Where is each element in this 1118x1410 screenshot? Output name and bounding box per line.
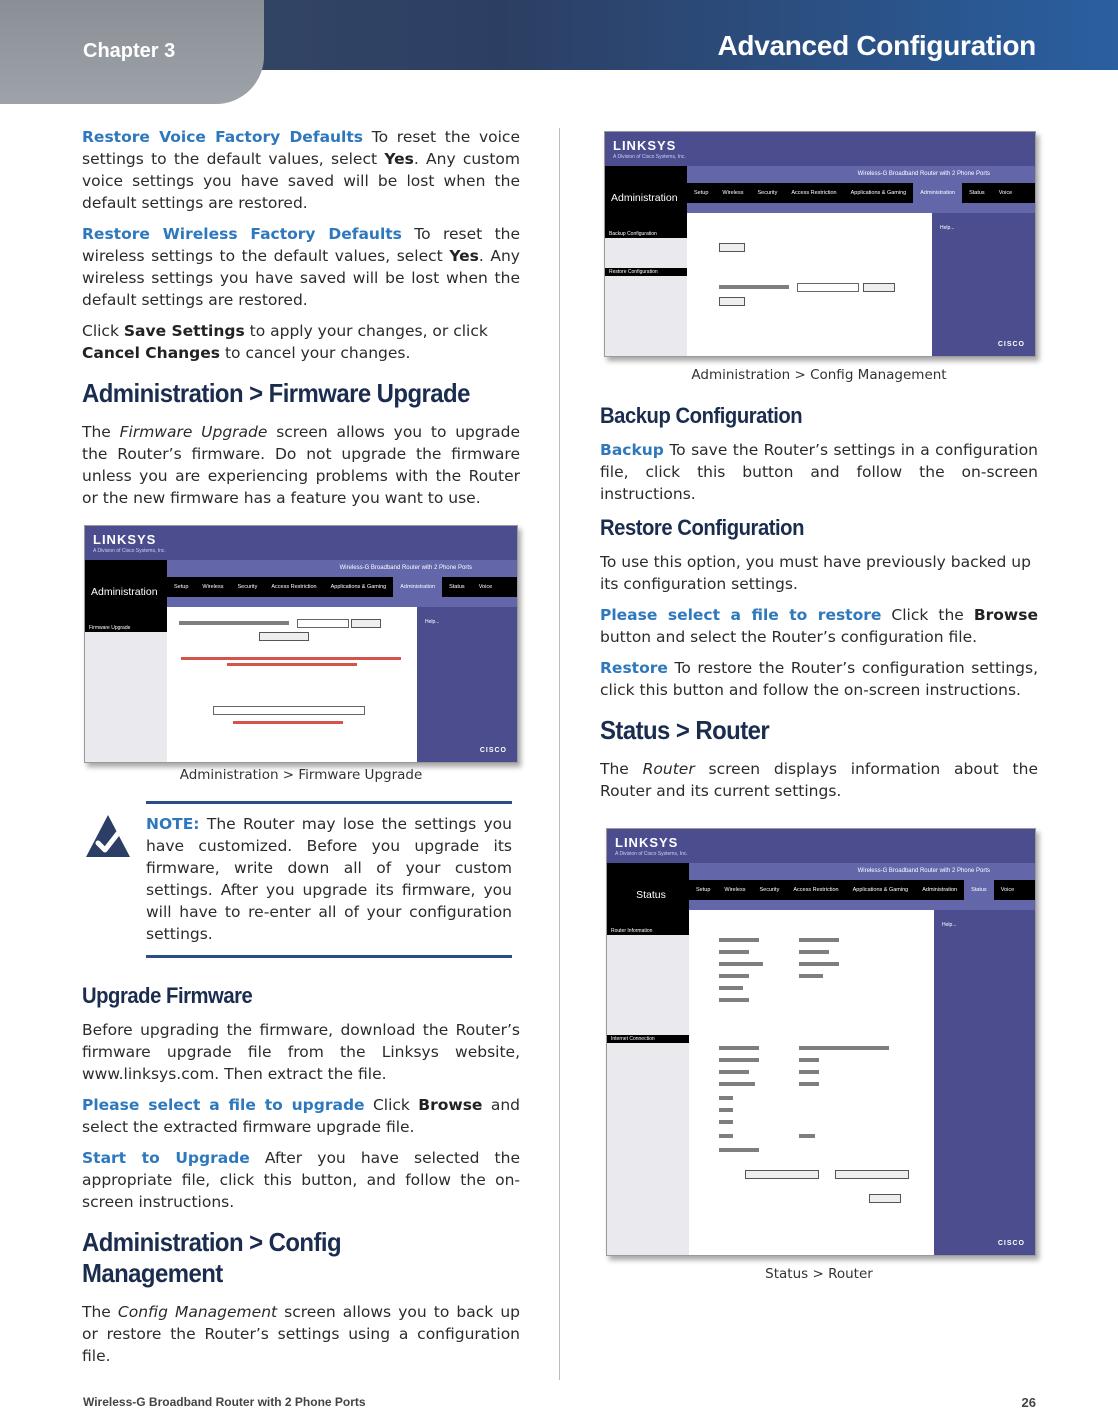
screenshot-section-label: Administration [605, 166, 687, 230]
browse-label: Browse [418, 1096, 483, 1114]
term-restore-wireless: Restore Wireless Factory Defaults [82, 225, 402, 243]
tab-voice: Voice [478, 584, 493, 590]
emphasis: Router [642, 760, 695, 778]
text-line [799, 1134, 815, 1138]
text-line [799, 950, 829, 954]
text-line [799, 962, 839, 966]
term-select-file: Please select a file to upgrade [82, 1096, 365, 1114]
text-line [719, 1070, 749, 1074]
firmware-caption: Administration > Firmware Upgrade [179, 767, 423, 783]
term-select-restore: Please select a file to restore [600, 606, 882, 624]
help-link: Help... [425, 619, 440, 625]
restore-paragraph [600, 657, 1038, 701]
note-rule-bottom [146, 955, 512, 958]
tab-voice: Voice [998, 190, 1013, 196]
text-line [719, 285, 789, 289]
start-upgrade-paragraph [82, 1147, 520, 1213]
cisco-logo: CISCO [997, 1240, 1025, 1247]
heading-firmware-upgrade: Administration > Firmware Upgrade [82, 378, 470, 408]
text: The Router may lose the settings you have customized. Before you upgrade its firmware, write down all of your custom settings. After you upgrade its firmware, you will have to re-enter all of your configuration settings. [146, 815, 512, 943]
note-label: NOTE: [146, 815, 200, 833]
left-bar-backup: Backup Configuration [605, 230, 687, 238]
section-title: Advanced Configuration [717, 30, 1036, 61]
cancel-changes-label: Cancel Changes [82, 344, 221, 362]
save-settings-paragraph [82, 320, 520, 364]
tab-security: Security [759, 887, 780, 893]
screenshot-tabs [167, 577, 517, 597]
text: To save the Router’s settings in a configuration file, click this button and follow the on-screen instructions. [600, 441, 1038, 503]
checkmark-icon [84, 813, 132, 861]
tab-status: Status [964, 880, 994, 900]
screenshot-subtabs [689, 900, 1035, 910]
left-bar-router-info: Router Information [607, 927, 689, 935]
note-box [82, 801, 520, 965]
cisco-logo: CISCO [997, 341, 1025, 348]
heading-status-router: Status > Router [600, 715, 770, 745]
text: Click [364, 1096, 419, 1114]
term-start-upgrade: Start to Upgrade [82, 1149, 250, 1167]
tab-applications: Applications & Gaming [330, 584, 387, 590]
tab-administration: Administration [913, 183, 962, 203]
screenshot-right-column [417, 607, 517, 762]
right-column [600, 131, 1038, 1296]
file-field [297, 619, 349, 628]
text-line [719, 1108, 733, 1112]
ip-release-button-mock [745, 1170, 819, 1179]
text: To reset the wireless settings to the default values, select [82, 225, 521, 265]
screenshot-left-column [605, 230, 687, 356]
yes-label: Yes [449, 247, 479, 265]
ip-renew-button-mock [835, 1170, 909, 1179]
tab-setup: Setup [696, 887, 711, 893]
tab-security: Security [757, 190, 778, 196]
restore-intro: To use this option, you must have previously backed up its configuration settings. [600, 553, 1031, 593]
column-divider [559, 128, 560, 1380]
tab-wireless: Wireless [724, 887, 746, 893]
cisco-logo: CISCO [479, 747, 507, 754]
text-line [719, 986, 743, 990]
tab-administration: Administration [922, 887, 958, 893]
tab-access: Access Restriction [791, 190, 837, 196]
screenshot-subtabs [167, 597, 517, 607]
screenshot-product-name: Wireless-G Broadband Router with 2 Phone Ports [689, 863, 1035, 880]
text: . Any wireless settings you have saved will be lost when the default settings are restored. [82, 247, 520, 309]
text-line [719, 1046, 759, 1050]
text-line [799, 1046, 889, 1050]
linksys-logo-sub: A Division of Cisco Systems, Inc. [613, 154, 686, 160]
left-bar-firmware: Firmware Upgrade [85, 624, 167, 632]
browse-button-mock [863, 283, 895, 292]
left-bar-restore: Restore Configuration [605, 268, 687, 276]
text-line [799, 1082, 819, 1086]
text-line [719, 1134, 733, 1138]
tab-access: Access Restriction [271, 584, 317, 590]
progress-field [213, 706, 365, 715]
heading-upgrade-firmware: Upgrade Firmware [82, 983, 253, 1008]
screenshot-right-column [932, 213, 1035, 356]
footer-product: Wireless-G Broadband Router with 2 Phone Ports [83, 1395, 366, 1409]
text-line [719, 1096, 733, 1100]
text-line [179, 621, 289, 625]
text: screen allows you to back up or restore the Router’s settings using a configuration file. [82, 1303, 520, 1365]
restore-button-mock [719, 297, 745, 306]
text-line [719, 1082, 755, 1086]
screenshot-product-name: Wireless-G Broadband Router with 2 Phone Ports [687, 166, 1035, 183]
text-line [719, 938, 759, 942]
text-line [719, 962, 763, 966]
status-intro [600, 758, 1038, 802]
text-line [799, 1058, 819, 1062]
warning-line [227, 663, 357, 666]
term-backup: Backup [600, 441, 664, 459]
select-restore-paragraph [600, 604, 1038, 648]
text: and select the extracted firmware upgrade file. [82, 1096, 520, 1136]
text: screen allows you to upgrade the Router’s firmware. Do not upgrade the firmware unless you are experiencing problems with the Router or the new firmware has a feature you want to use. [82, 423, 520, 507]
browse-button-mock [351, 619, 381, 628]
chapter-label: Chapter 3 [83, 40, 176, 62]
text: Click [82, 322, 124, 340]
page-number: 26 [1021, 1395, 1036, 1410]
tab-setup: Setup [694, 190, 709, 196]
firmware-intro [82, 421, 520, 509]
linksys-logo: LINKSYS [613, 138, 677, 153]
tab-wireless: Wireless [722, 190, 744, 196]
config-management-screenshot [604, 131, 1036, 357]
text-line [719, 950, 749, 954]
backup-button-mock [719, 243, 745, 252]
linksys-logo: LINKSYS [93, 532, 157, 547]
yes-label: Yes [384, 150, 414, 168]
screenshot-content [687, 213, 932, 356]
text-line [719, 1058, 759, 1062]
warning-line [233, 721, 343, 724]
text: screen displays information about the Router and its current settings. [600, 760, 1038, 800]
screenshot-top-bar [605, 132, 1035, 166]
help-link: Help... [942, 922, 957, 928]
screenshot-product-name: Wireless-G Broadband Router with 2 Phone Ports [167, 560, 517, 577]
text-line [799, 1070, 819, 1074]
screenshot-section-label: Status [607, 863, 689, 927]
linksys-logo-sub: A Division of Cisco Systems, Inc. [93, 548, 166, 554]
screenshot-tabs [689, 880, 1035, 900]
text-line [799, 938, 839, 942]
browse-label: Browse [973, 606, 1038, 624]
heading-restore-configuration: Restore Configuration [600, 515, 804, 540]
screenshot-top-bar [607, 829, 1035, 863]
backup-paragraph [600, 439, 1038, 505]
linksys-logo: LINKSYS [615, 835, 679, 850]
text: The [600, 760, 643, 778]
text: To restore the Router’s configuration settings, click this button and follow the on-screen instructions. [600, 659, 1038, 699]
screenshot-right-column [934, 910, 1035, 1255]
refresh-button-mock [869, 1194, 901, 1203]
tab-setup: Setup [174, 584, 189, 590]
text: The [82, 1303, 118, 1321]
screenshot-top-bar [85, 526, 517, 560]
text: to apply your changes, or click [244, 322, 488, 340]
note-rule-top [146, 801, 512, 804]
left-column [82, 126, 520, 1376]
help-link: Help... [940, 225, 955, 231]
tab-administration: Administration [393, 577, 442, 597]
term-restore: Restore [600, 659, 668, 677]
status-router-screenshot [606, 828, 1036, 1256]
screenshot-content [167, 607, 417, 762]
tab-applications: Applications & Gaming [850, 190, 907, 196]
emphasis: Config Management [117, 1303, 278, 1321]
status-caption: Status > Router [765, 1266, 873, 1282]
tab-status: Status [969, 190, 985, 196]
linksys-logo-sub: A Division of Cisco Systems, Inc. [615, 851, 688, 857]
screenshot-left-column [85, 624, 167, 762]
config-intro [82, 1301, 520, 1367]
text-line [799, 974, 823, 978]
config-caption: Administration > Config Management [691, 367, 947, 383]
text: . Any custom voice settings you have saved will be lost when the default settings are restored. [82, 150, 520, 212]
screenshot-left-column [607, 927, 689, 1255]
text: Click the [881, 606, 974, 624]
text-line [719, 1148, 759, 1152]
text: button and select the Router’s configuration file. [600, 628, 978, 646]
emphasis: Firmware Upgrade [119, 423, 268, 441]
tab-security: Security [237, 584, 258, 590]
text-line [719, 998, 749, 1002]
heading-backup-configuration: Backup Configuration [600, 403, 803, 428]
tab-applications: Applications & Gaming [852, 887, 909, 893]
screenshot-section-label: Administration [85, 560, 167, 624]
heading-config-management: Administration > Config Management [82, 1227, 342, 1288]
restore-wireless-paragraph [82, 223, 520, 311]
upgrade-intro: Before upgrading the firmware, download the Router’s firmware upgrade file from the Linksys website, www.linksys.com. Then extract the file. [82, 1021, 520, 1083]
file-field [797, 283, 859, 292]
select-file-paragraph [82, 1094, 520, 1138]
tab-status: Status [449, 584, 465, 590]
term-restore-voice: Restore Voice Factory Defaults [82, 128, 364, 146]
restore-voice-paragraph [82, 126, 520, 214]
firmware-upgrade-screenshot [84, 525, 518, 763]
note-text [146, 813, 512, 945]
text: to cancel your changes. [220, 344, 411, 362]
start-upgrade-button-mock [259, 632, 309, 641]
text-line [719, 1120, 733, 1124]
save-settings-label: Save Settings [123, 322, 245, 340]
firmware-screenshot-figure [82, 525, 520, 763]
tab-access: Access Restriction [793, 887, 839, 893]
screenshot-subtabs [687, 203, 1035, 213]
text-line [719, 974, 749, 978]
tab-voice: Voice [1000, 887, 1015, 893]
left-bar-internet: Internet Connection [607, 1035, 689, 1043]
screenshot-content [689, 910, 934, 1255]
warning-line [181, 657, 401, 660]
text: To reset the voice settings to the default values, select [82, 128, 520, 168]
text: After you have selected the appropriate file, click this button, and follow the on-screen instructions. [82, 1149, 520, 1211]
text: The [82, 423, 120, 441]
tab-wireless: Wireless [202, 584, 224, 590]
screenshot-tabs [687, 183, 1035, 203]
